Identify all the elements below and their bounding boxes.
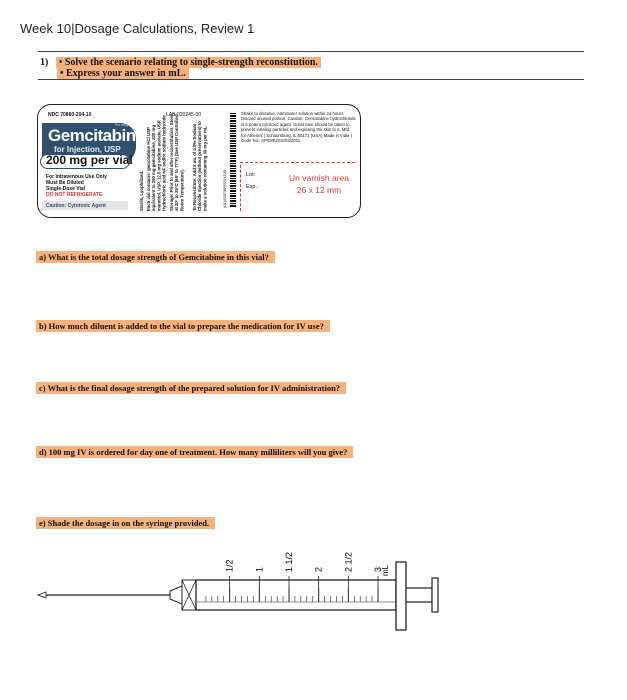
reconstitute-text: To Reconstitute: Add 5 mL of 0.9% Sodium Chloride Injection (without preservatives) to make a solution containing 38 mg per mL. <box>192 121 208 211</box>
needle-tip <box>38 592 46 598</box>
varnish-area-line2: 26 x 12 mm <box>296 185 342 195</box>
barcode <box>230 113 236 208</box>
syringe-diagram[interactable] <box>0 540 627 650</box>
title-divider-top <box>38 51 584 52</box>
scale-label: 2 <box>313 566 324 572</box>
rx-only: Rx only <box>115 122 129 127</box>
varnish-area-line1: Un varnish area <box>288 173 349 183</box>
exp-field: Exp.: <box>246 184 259 190</box>
question-e: e) Shade the dosage in on the syringe provided. <box>36 518 215 528</box>
drug-vial-label <box>37 104 361 218</box>
question-a: a) What is the total dosage strength of Gemcitabine in this vial? <box>36 252 275 262</box>
caution-text: Caution: Cytotoxic Agent <box>46 203 106 209</box>
barcode-number: (01)00370860204109 <box>222 169 227 208</box>
contents-text: Each vial contains: gemcitabine HCl USP equivalent to 200 mg gemcitabine, 200 mg mannitol, USP, 12.5 mg sodium acetate, USP. Hydrochloric acid NF and/or sodium hydroxide <box>146 115 167 211</box>
scale-label: 1/2 <box>224 559 235 572</box>
question-1-instructions <box>40 57 321 79</box>
scale-unit: mL <box>381 564 390 576</box>
must-dilute-text: Must Be Diluted <box>46 180 84 186</box>
lot-field: Lot: <box>246 172 256 178</box>
question-c: c) What is the final dosage strength of the prepared solution for IV administration? <box>36 383 346 393</box>
drug-name: Gemcitabine <box>48 126 145 145</box>
needle-hub <box>170 586 182 604</box>
ndc-number: NDC 70860-204-10 <box>48 112 92 118</box>
title-divider-bottom <box>38 79 584 80</box>
sterile-text: Sterile, Lyophilized. <box>139 170 144 211</box>
dose-per-vial: 200 mg per vial <box>46 153 133 167</box>
for-injection: for Injection, USP <box>54 145 121 154</box>
iv-use-text: For Intravenous Use Only <box>46 174 107 180</box>
scale-label: 2 1/2 <box>343 551 354 572</box>
storage-text: Storage: Prior to and after reconstitution: Store at 20° to 25°C (68° to 77°F) [See USP Controlled Room Temperature]. <box>169 114 185 211</box>
dashed-divider-1 <box>240 162 355 163</box>
scale-label: 1 1/2 <box>284 551 294 572</box>
finger-flange <box>396 562 406 630</box>
question-1-number: 1) <box>40 57 49 68</box>
single-dose-text: Single-Dose Vial <box>46 186 86 192</box>
do-not-refrigerate: DO NOT REFRIGERATE <box>46 192 103 198</box>
question-d: d) 100 mg IV is ordered for day one of treatment. How many milliliters will you give? <box>36 447 353 457</box>
page-title: Week 10|Dosage Calculations, Review 1 <box>20 21 255 36</box>
plunger-thumb-rest[interactable] <box>432 578 438 612</box>
scale-label: 1 <box>254 566 265 572</box>
question-b: b) How much diluent is added to the vial to prepare the medication for IV use? <box>36 321 330 331</box>
lab-number: LAB-020245-00 <box>166 112 202 118</box>
dashed-divider-2 <box>240 165 241 211</box>
syringe-barrel[interactable] <box>196 580 396 610</box>
scale-label: 3 <box>373 566 383 572</box>
question-1-line2: • Express your answer in mL. <box>57 68 189 79</box>
label-instructions: Shake to dissolve. Administer solution within 24 hours. Discard unused portion. Caution: Gemcitabine hydrochloride is a potent cytotoxic agent. Great care should be taken to prevent inhaling particles and exposing the skin to it. Mfd. for Athenex | Schaumburg, IL 60173 (USA) Made in India | Code No.: AP/DRUGS/03/2011 <box>241 111 356 144</box>
plunger-rod[interactable] <box>406 588 432 602</box>
question-1-line1: • Solve the scenario relating to single-strength reconstitution. <box>56 57 321 68</box>
